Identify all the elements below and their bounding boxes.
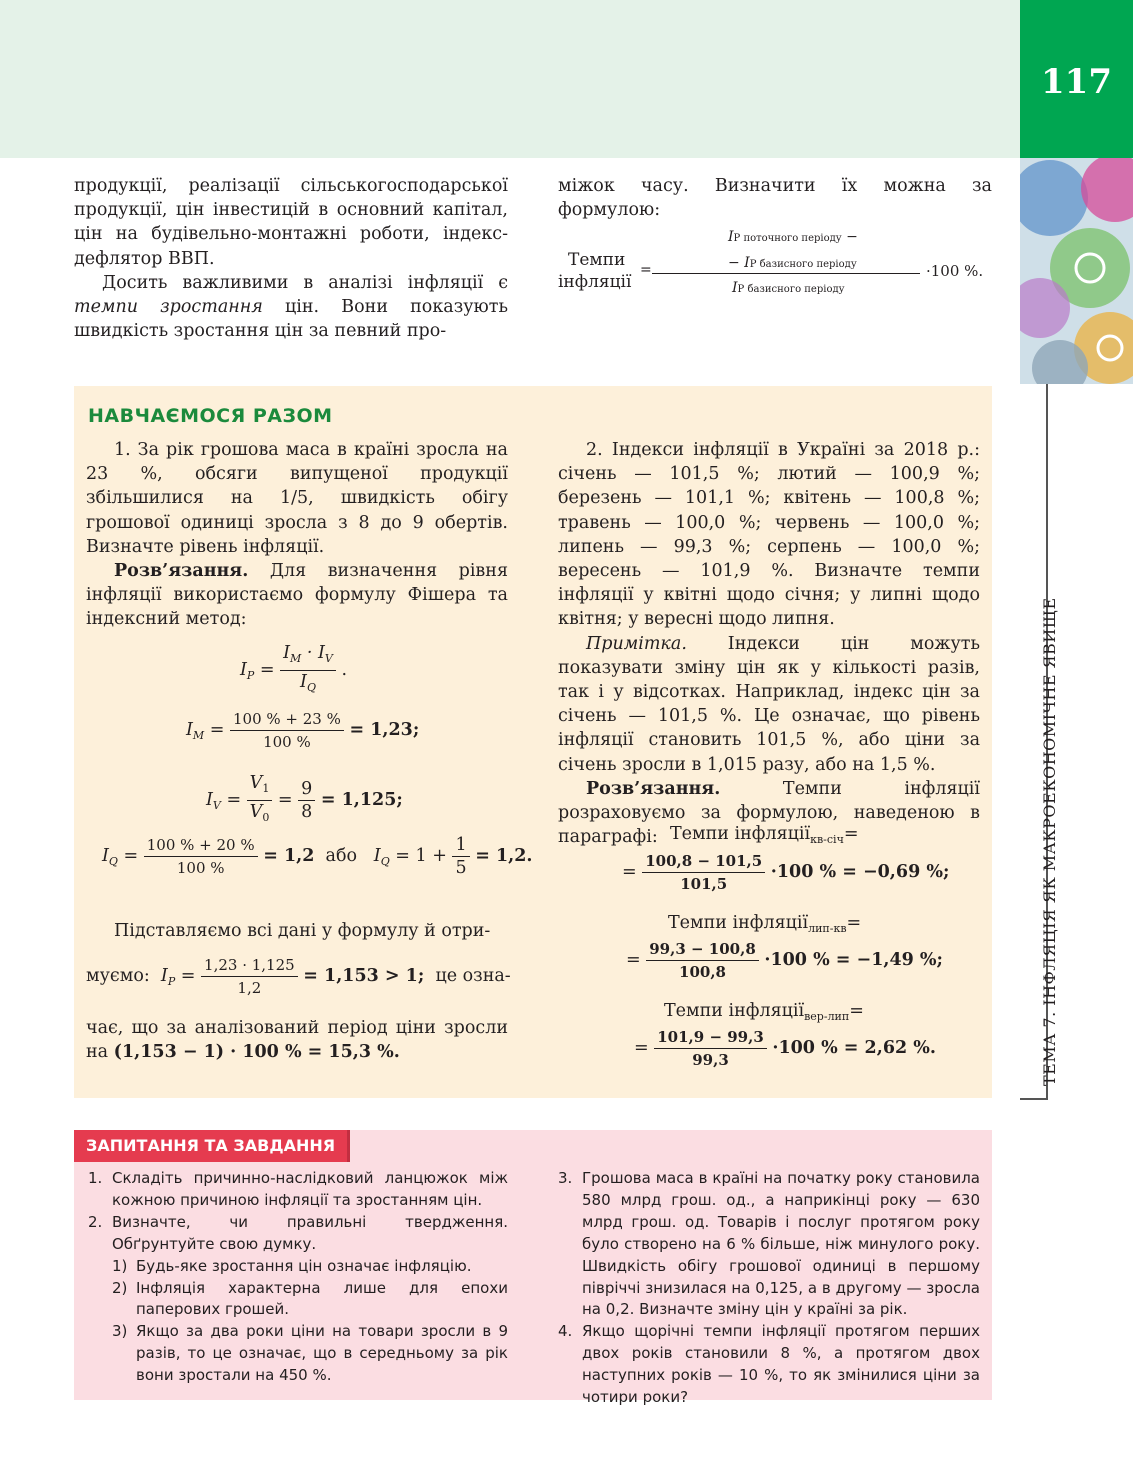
intro-column-left bbox=[74, 174, 508, 343]
formula-den: IP базисного періоду bbox=[732, 280, 845, 296]
questions-title: ЗАПИТАННЯ ТА ЗАВДАННЯ bbox=[74, 1130, 350, 1162]
question-2-statement-1: 1) Будь-яке зростання цін означає інфляцію. bbox=[112, 1256, 472, 1275]
formula-lhs-1: Темпи bbox=[568, 250, 626, 270]
fisher-formula: $I_P$ = $\frac{I_M \cdot I_V}{I_Q}$ . bbox=[240, 643, 348, 694]
rate-jul-apr-label: Темпи інфляції$_{лип-кв}$= bbox=[668, 913, 862, 935]
question-2: 2. Визначте, чи правильні твердження. Обґрунтуйте свою думку. bbox=[88, 1212, 508, 1253]
questions-section bbox=[74, 1130, 992, 1407]
formula-num-line1: IP поточного періоду − bbox=[728, 229, 858, 245]
decorative-gears-image bbox=[1020, 158, 1133, 384]
question-2-statement-2: 2) Інфляція характерна лише для епохи паперових грошей. bbox=[112, 1278, 508, 1319]
side-tab-title: ТЕМА 7. ІНФЛЯЦІЯ ЯК МАКРОЕКОНОМІЧНЕ ЯВИЩЕ bbox=[1040, 597, 1059, 1086]
page-number: 117 bbox=[1041, 62, 1112, 102]
note-text: Примітка. Індекси цін можуть показувати зміну цін як у кількості разів, так і у відсотках. Наприклад, індекс цін за січень — 101,5 %. Це означає, що рівень інфляції становить 101,5 %, або ціни за січень зросли в 1,015 разу, або на 1,5 %. bbox=[558, 633, 980, 775]
substitute-text: Підставляємо всі дані у формулу й отри- bbox=[114, 921, 491, 941]
learn-together-title: НАВЧАЄМОСЯ РАЗОМ bbox=[88, 405, 333, 427]
question-4: 4. Якщо щорічні темпи інфляції протягом перших двох років становили 8 %, а протягом двох наступних років — 10 %, то як змінилися ціни за чотири роки? bbox=[558, 1322, 980, 1407]
question-1: 1. Складіть причинно-наслідковий ланцюжок між кожною причиною інфляції та зростанням цін. bbox=[88, 1169, 508, 1209]
header-band bbox=[0, 0, 1020, 158]
rate-apr-jan-label: Темпи інфляції$_{кв-січ}$= bbox=[670, 824, 859, 846]
formula-tail: ·100 %. bbox=[926, 262, 984, 280]
solution-2-text: Розв’язання. Темпи інфляції розраховуємо за формулою, наведеною в параграфі: bbox=[558, 778, 980, 848]
question-3: 3. Грошова маса в країні на початку року становила 580 млрд грош. од., а наприкінці року — 630 млрд грош. од. Товарів і послуг протягом року було створено на 6 % більше, ніж минулого року. Швидкість обігу грошової одиниці в першому півріччі знизилася на 0,125, а в другому — зросла на 0,2. Визначте зміну цін у країні за рік. bbox=[558, 1169, 980, 1319]
solution-1-text: Розв’язання. Для визначення рівня інфляції використаємо формулу Фішера та індексний метод: bbox=[86, 561, 508, 630]
rate-sep-jul-formula: = $\frac{101,9 - 99,3}{99,3}$ ·100 % = 2,62 %. bbox=[634, 1028, 936, 1069]
learn-column-right bbox=[558, 438, 980, 849]
intro-p2-emphasis: темпи зростання bbox=[74, 297, 263, 318]
intro-paragraph-1: продукції, реалізації сільськогосподарської продукції, цін інвестицій в основний капітал, цін на будівельно-монтажні роботи, індекс-дефлятор ВВП. bbox=[74, 176, 508, 269]
intro-column-right bbox=[558, 174, 992, 222]
velocity-index-formula: $I_V$ = $\frac{V_1}{V_0}$ = $\frac{9}{8}$ = 1,125; bbox=[206, 773, 403, 824]
intro-p2-end: цін. Вони показують швидкість зростання цін за певний про- bbox=[74, 297, 508, 342]
rate-sep-jul-label: Темпи інфляції$_{вер-лип}$= bbox=[664, 1001, 864, 1023]
intro-p2-start: Досить важливими в аналізі інфляції є bbox=[102, 272, 508, 293]
task-2-text: 2. Індекси інфляції в Україні за 2018 р.: січень — 101,5 %; лютий — 100,9 %; березень — 101,1 %; квітень — 100,8 %; травень — 100,0 %; червень — 100,0 %; липень — 99,3 %; серпень — 100,0 %; вересень — 101,9 %. Визначте темпи інфляції у квітні щодо січня; у липні щодо квітня; у вересні щодо липня. bbox=[558, 440, 980, 630]
formula-lhs-2: інфляції bbox=[558, 272, 632, 292]
task-1-text: 1. За рік грошова маса в країні зросла на 23 %, обсяги випущеної продукції збільшилися на 1/5, швидкість обігу грошової одиниці зросла з 8 до 9 обертів. Визначте рівень інфляції. bbox=[86, 440, 508, 557]
intro-paragraph-2 bbox=[74, 271, 508, 344]
rate-jul-apr-formula: = $\frac{99,3 - 100,8}{100,8}$ ·100 % = −1,49 %; bbox=[626, 940, 944, 981]
conclusion-text: чає, що за аналізований період ціни зросли на (1,153 − 1) · 100 % = 15,3 %. bbox=[86, 1018, 508, 1063]
formula-eq: = bbox=[640, 262, 652, 278]
learn-together-section bbox=[74, 386, 992, 1098]
questions-column-right bbox=[558, 1168, 980, 1409]
page-number-box bbox=[1020, 0, 1133, 158]
final-formula: муємо: $I_P$ = $\frac{1,23 \cdot 1,125}{1,2}$ = 1,153 > 1; це озна- bbox=[86, 956, 511, 997]
question-2-statement-3: 3) Якщо за два роки ціни на товари зросли в 9 разів, то це означає, що в середньому за рік вони зростали на 450 %. bbox=[112, 1322, 508, 1385]
learn-column-left bbox=[86, 438, 508, 632]
money-index-formula: $I_M$ = $\frac{100 \% + 23 \%}{100 \%}$ = 1,23; bbox=[186, 710, 420, 751]
output-index-formula: $I_Q$ = $\frac{100 \% + 20 \%}{100 \%}$ = 1,2 або $I_Q = 1$ + $\frac{1}{5}$ = 1,2. bbox=[102, 835, 533, 878]
questions-column-left bbox=[88, 1168, 508, 1387]
solution-label: Розв’язання. bbox=[114, 561, 249, 582]
formula-num-line2: − IP базисного періоду bbox=[728, 255, 857, 271]
intro-paragraph-continued: міжок часу. Визначити їх можна за формулою: bbox=[558, 176, 992, 221]
formula-fraction-bar bbox=[652, 273, 920, 274]
rate-apr-jan-formula: = $\frac{100,8 - 101,5}{101,5}$ ·100 % = −0,69 %; bbox=[622, 852, 950, 893]
